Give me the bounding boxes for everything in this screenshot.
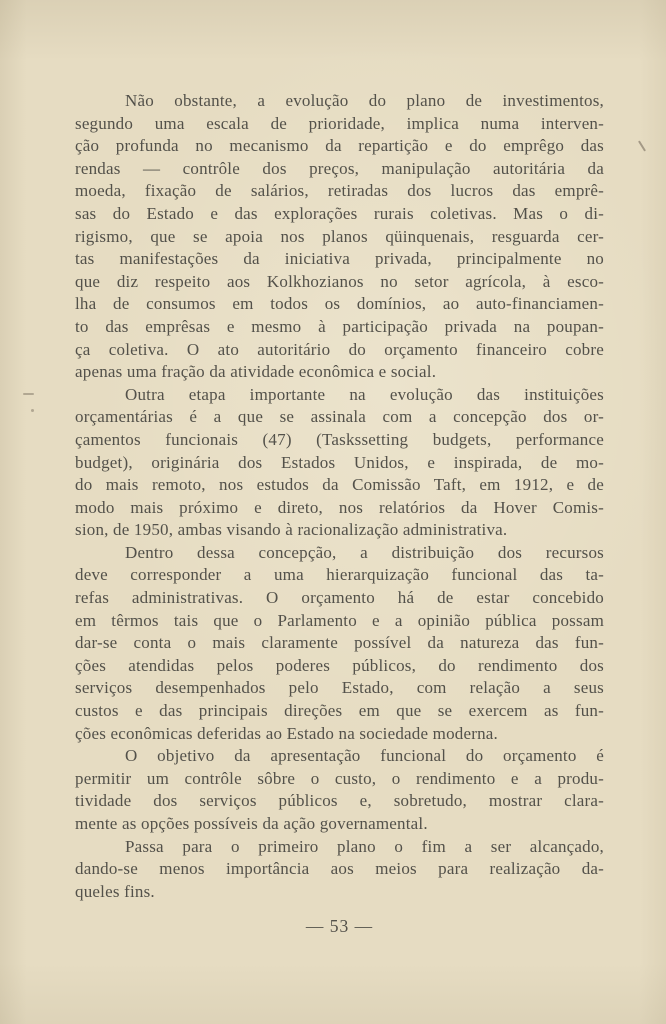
scan-mark-dash <box>23 393 34 395</box>
text-line: Dentro dessa concepção, a distribuição dos recursos <box>125 542 604 562</box>
text-line: O objetivo da apresentação funcional do orçamento é <box>125 746 604 766</box>
text-line: ção profunda no mecanismo da repartição e do emprêgo das <box>75 136 604 156</box>
text-line: que diz respeito aos Kolkhozianos no setor agrícola, à esco- <box>75 271 604 291</box>
text-line: dando-se menos importância aos meios para realização da- <box>75 859 604 879</box>
text-line: serviços desempenhados pelo Estado, com relação a seus <box>75 678 604 698</box>
text-block <box>75 90 604 903</box>
text-line: orçamentárias é a que se assinala com a concepção dos or- <box>75 407 604 427</box>
text-line: do mais remoto, nos estudos da Comissão Taft, em 1912, e de <box>75 475 604 495</box>
text-line: moeda, fixação de salários, retiradas dos lucros das emprê- <box>75 181 604 201</box>
text-line: refas administrativas. O orçamento há de estar concebido <box>75 588 604 608</box>
text-line: em têrmos tais que o Parlamento e a opinião pública possam <box>75 610 604 630</box>
text-line: deve corresponder a uma hierarquização funcional das ta- <box>75 565 604 585</box>
text-line: queles fins. <box>75 881 155 901</box>
text-line: rigismo, que se apoia nos planos qüinquenais, resguarda cer- <box>75 226 604 246</box>
text-line: Passa para o primeiro plano o fim a ser alcançado, <box>125 836 604 856</box>
text-line: budget), originária dos Estados Unidos, e inspirada, de mo- <box>75 452 604 472</box>
text-line: çamentos funcionais (47) (Taskssetting budgets, performance <box>75 429 604 449</box>
text-line: custos e das principais direções em que se exercem as fun- <box>75 701 604 721</box>
text-line: tas manifestações da iniciativa privada, principalmente no <box>75 249 604 269</box>
text-line: apenas uma fração da atividade econômica e social. <box>75 362 437 382</box>
text-line: to das emprêsas e mesmo à participação privada na poupan- <box>75 316 604 336</box>
text-line: Não obstante, a evolução do plano de investimentos, <box>125 91 604 110</box>
text-line: ções econômicas deferidas ao Estado na sociedade moderna. <box>75 723 499 743</box>
text-line: segundo uma escala de prioridade, implica numa interven- <box>75 113 604 133</box>
scan-mark-dot <box>31 409 34 412</box>
text-line: dar-se conta o mais claramente possível da natureza das fun- <box>75 633 604 653</box>
text-line: tividade dos serviços públicos e, sobretudo, mostrar clara- <box>75 791 604 811</box>
text-line: modo mais próximo e direto, nos relatórios da Hover Comis- <box>75 497 604 517</box>
text-line: sas do Estado e das explorações rurais coletivas. Mas o di- <box>75 203 604 223</box>
text-line: permitir um contrôle sôbre o custo, o rendimento e a produ- <box>75 768 604 788</box>
text-line: mente as opções possíveis da ação governamental. <box>75 814 428 833</box>
text-line: ça coletiva. O ato autoritário do orçamento financeiro cobre <box>75 339 604 359</box>
page-number: — 53 — <box>305 916 374 936</box>
text-line: sion, de 1950, ambas visando à racionalização administrativa. <box>75 520 508 540</box>
scan-mark-diagonal <box>638 140 646 151</box>
text-line: ções atendidas pelos poderes públicos, do rendimento dos <box>75 655 604 675</box>
text-line: lha de consumos em todos os domínios, ao auto-financiamen- <box>75 294 604 314</box>
text-line: rendas — contrôle dos preços, manipulação autoritária da <box>75 158 604 178</box>
text-line: Outra etapa importante na evolução das instituições <box>125 384 604 404</box>
